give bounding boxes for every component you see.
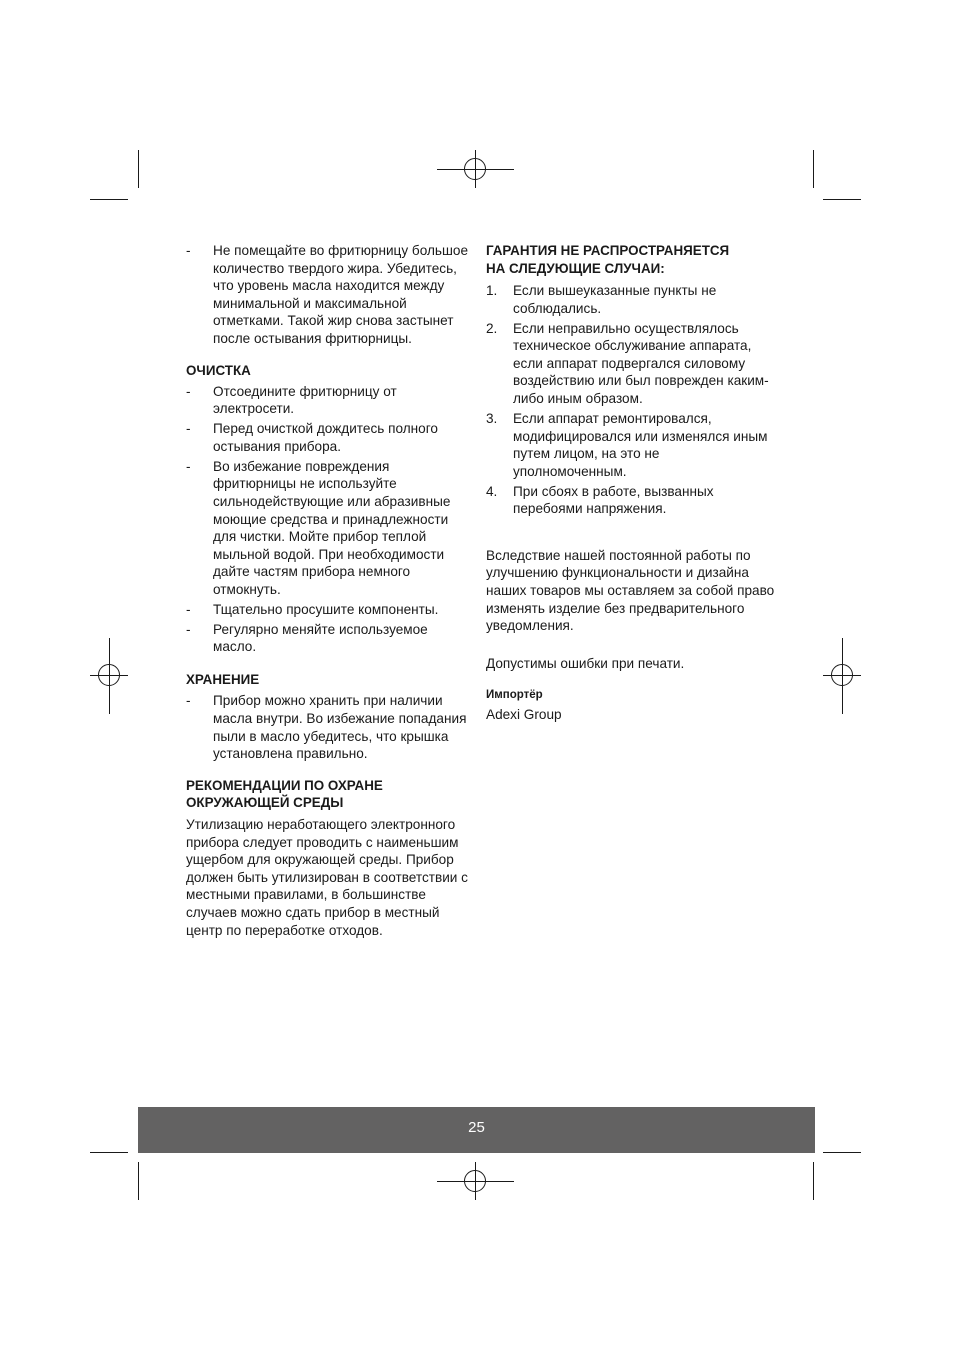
list-item (186, 692, 471, 762)
notice-text: Вследствие нашей постоянной работы по улучшению функциональности и дизайна наших товаров мы оставляем за собой право изменять изделие без предварительного уведомления. (486, 547, 775, 634)
list-marker: - (186, 383, 191, 399)
section-heading-environment: РЕКОМЕНДАЦИИ ПО ОХРАНЕ ОКРУЖАЮЩЕЙ СРЕДЫ (186, 777, 383, 811)
list-item-text: При сбоях в работе, вызванных перебоями напряжения. (513, 483, 714, 517)
list-item-text: Если аппарат ремонтировался, модифицировался или изменялся иным путем лицом, на это не уполномоченным. (513, 410, 768, 479)
section-heading-warranty: ГАРАНТИЯ НЕ РАСПРОСТРАНЯЕТСЯ НА СЛЕДУЮЩИЕ СЛУЧАИ: (486, 243, 730, 276)
list-number: 4. (486, 483, 498, 499)
list-item (486, 410, 776, 480)
list-item (186, 383, 471, 418)
crop-mark (138, 1162, 139, 1200)
crop-mark (90, 1152, 128, 1153)
list-item-text: Если вышеуказанные пункты не соблюдались. (513, 283, 717, 316)
footer-band (138, 1107, 815, 1153)
list-item-text: Перед очисткой дождитесь полного остывания прибора. (213, 421, 438, 454)
list-item (486, 320, 776, 408)
section-heading-storage: ХРАНЕНИЕ (186, 671, 260, 687)
list-marker: - (186, 621, 191, 637)
list-item-text: Отсоедините фритюрницу от электросети. (213, 383, 397, 417)
list-marker: - (186, 693, 191, 709)
left-column (186, 242, 471, 939)
right-column (486, 242, 776, 724)
list-item-text: Регулярно меняйте используемое масло. (213, 621, 428, 655)
list-item-text: Если неправильно осуществлялось техническое обслуживание аппарата, если аппарат подвергался силовому воздействию или был поврежден каким-либо иным образом. (513, 320, 769, 407)
list-item-text: Не помещайте во фритюрницу большое количество твердого жира. Убедитесь, что уровень масла находится между минимальной и максимальной отметками. Такой жир снова застынет после остывания фритюрницы. (213, 243, 469, 346)
list-item-text: Во избежание повреждения фритюрницы не используйте сильнодействующие или абразивные моющие средства и принадлежности для чистки. Мойте прибор теплой мыльной водой. При необходимости дайте частям прибора немного отмокнуть. (213, 458, 451, 597)
list-item-text: Прибор можно хранить при наличии масла внутри. Во избежание попадания пыли в масло убедитесь, что крышка установлена правильно. (213, 693, 467, 762)
intro-list (186, 242, 471, 348)
warranty-list (486, 282, 776, 518)
importer-name: Adexi Group (486, 707, 562, 723)
list-item (186, 601, 471, 619)
list-item-text: Тщательно просушите компоненты. (213, 601, 439, 617)
list-number: 2. (486, 320, 498, 336)
cleaning-list (186, 383, 471, 656)
list-item (186, 621, 471, 656)
crop-mark (823, 199, 861, 200)
crop-mark (813, 1162, 814, 1200)
list-marker: - (186, 421, 191, 437)
crop-mark (138, 150, 139, 188)
section-heading-cleaning: ОЧИСТКА (186, 363, 251, 379)
list-item (486, 483, 776, 518)
list-marker: - (186, 601, 191, 617)
list-marker: - (186, 243, 191, 258)
crop-mark (823, 1152, 861, 1153)
list-number: 1. (486, 283, 498, 299)
crop-mark (90, 199, 128, 200)
list-item (186, 242, 471, 348)
page-number: 25 (468, 1119, 485, 1136)
list-item (186, 458, 471, 599)
list-marker: - (186, 458, 191, 474)
list-number: 3. (486, 410, 498, 426)
list-item (486, 282, 776, 317)
list-item (186, 420, 471, 455)
misprint-text: Допустимы ошибки при печати. (486, 655, 685, 671)
importer-label: Импортёр (486, 689, 543, 702)
crop-mark (813, 150, 814, 188)
environment-text: Утилизацию неработающего электронного прибора следует проводить с наименьшим ущербом для окружающей среды. Прибор должен быть утилизирован в соответствии с местными правилами, в большинстве случаев можно сдать прибор в местный центр по переработке отходов. (186, 817, 468, 938)
storage-list (186, 692, 471, 762)
